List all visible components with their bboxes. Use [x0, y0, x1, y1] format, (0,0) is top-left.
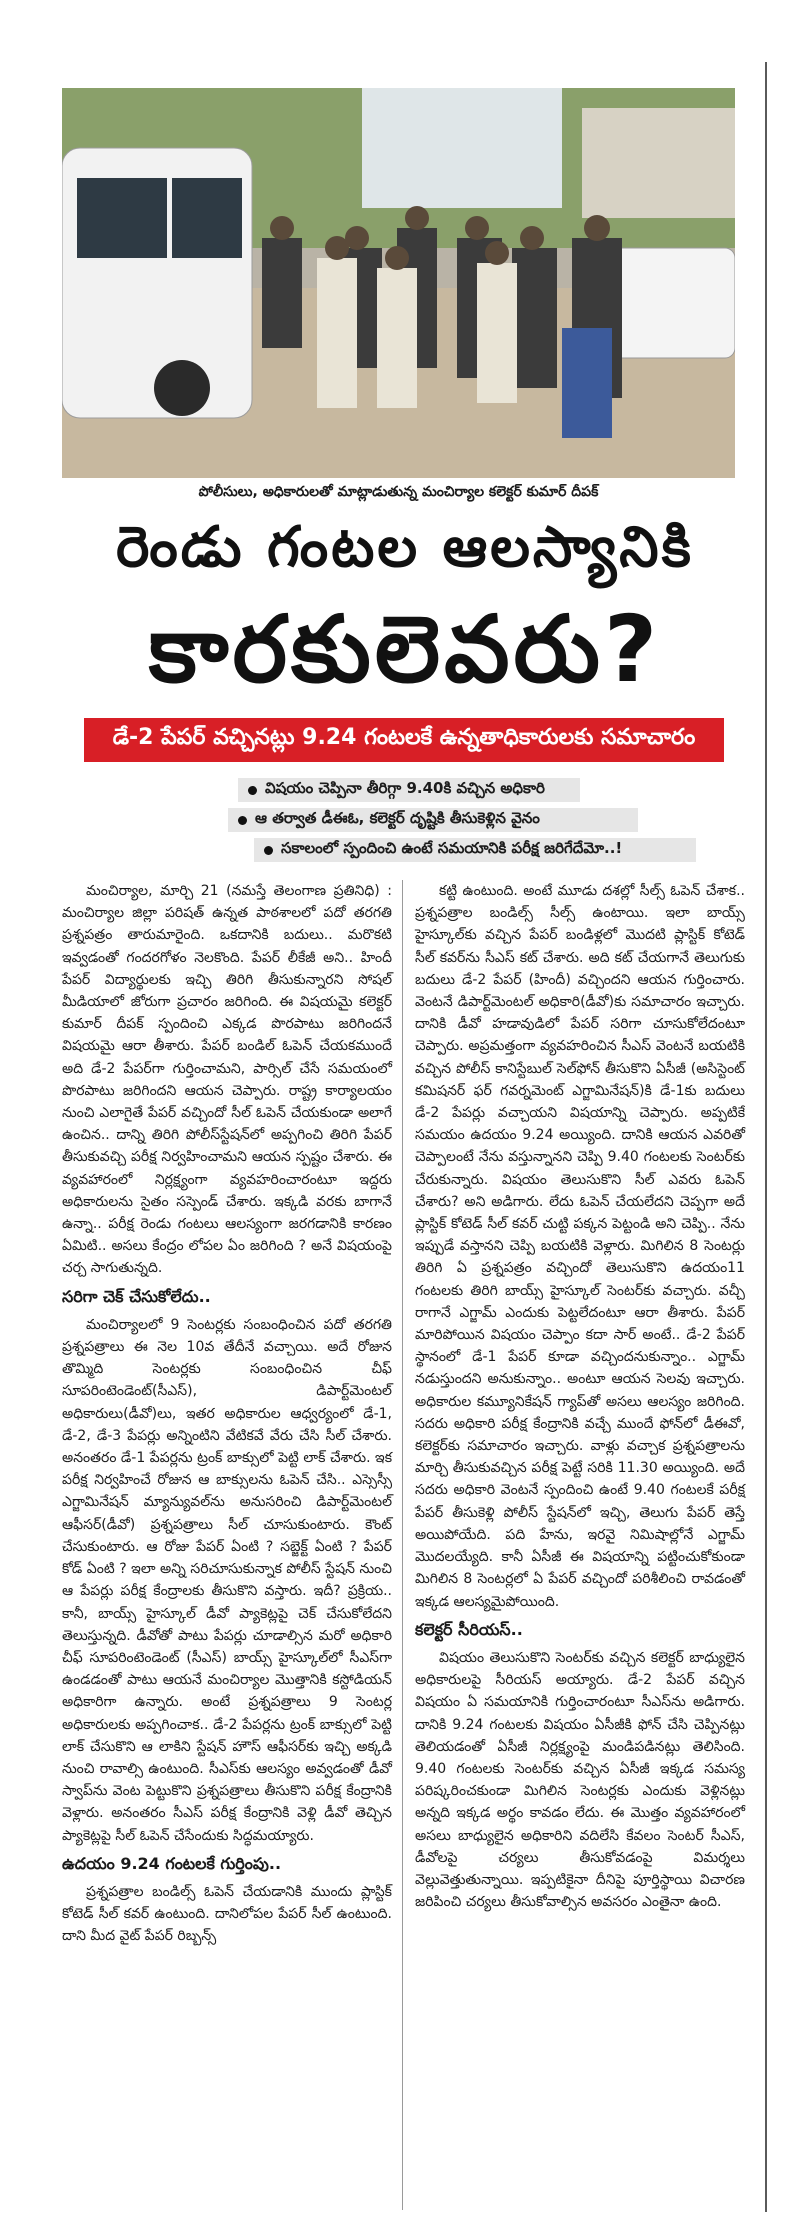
section-subheading: ఉదయం 9.24 గంటలకే గుర్తింపు.. [62, 1853, 282, 1873]
bullet-point [254, 838, 696, 862]
article-paragraph: కట్టి ఉంటుంది. అంటే మూడు దశల్లో సీల్స్ ఓపెన్ చేశాక.. ప్రశ్నపత్రాల బండిల్స్ సీల్స్ ఉంటాయి. ఇలా బాయ్స్ హైస్కూల్‌కు వచ్చిన పేపర్ బండిళ్లలో మొదటి ప్లాస్టిక్ కోటెడ్ సీల్ కవర్‌ను సీఎస్ కట్ చేశారు. అది కట్ చేయగానే తెలుగుకు బదులు డే-2 పేపర్ (హిందీ) వచ్చిందని ఆయన గుర్తించారు. వెంటనే డిపార్ట్‌మెంటల్ అధికారి(డీవో)కు సమాచారం ఇచ్చారు. దానికి డీవో హడావుడిలో పేపర్ సరిగా చూసుకోలేదంటూ చెప్పారు. అప్రమత్తంగా వ్యవహరించిన సీఎస్ వెంటనే బయటికి వచ్చిన పోలీస్ కానిస్టేబుల్ సెల్‌ఫోన్ తీసుకొని ఏసీజీ (అసిస్టెంట్ కమిషనర్ ఫర్ గవర్నమెంట్ ఎగ్జామినేషన్)కి డే-1కు బదులు డే-2 పేపర్లు వచ్చాయని విషయాన్ని చెప్పారు. అప్పటికే సమయం ఉదయం 9.24 అయ్యింది. దానికి ఆయన ఎవరితో చెప్పాలంటే నేను వస్తున్నానని చెప్పి 9.40 గంటలకు సెంటర్‌కు చేరుకున్నారు. విషయం తెలుసుకొని సీల్ ఎవరు ఓపెన్ చేశారు? అని అడిగారు. లేదు ఓపెన్ చేయలేదని చెప్పగా అదే ప్లాస్టిక్ కోటెడ్ సీల్ కవర్ చుట్టి పక్కన పెట్టండి అని చెప్పి.. నేను ఇప్పుడే వస్తానని చెప్పి బయటికి వెళ్లారు. మిగిలిన 8 సెంటర్లు తిరిగి ఏ ప్రశ్నపత్రం వచ్చిందో తెలుసుకొని ఉదయం11 గంటలకు తిరిగి బాయ్స్ హైస్కూల్ సెంటర్‌కు వచ్చారు. వచ్చీ రాగానే ఎగ్జామ్ ఎందుకు పెట్టలేదంటూ ఆరా తీశారు. పేపర్ మారిపోయిన విషయం చెప్పాం కదా సార్ అంటే.. డే-2 పేపర్ స్థానంలో డే-1 పేపర్ కూడా వచ్చిందనుకున్నాం.. ఎగ్జామ్ నడుస్తుందని అనుకున్నాం.. అంటూ ఆయన సెలవు ఇచ్చారు. అధికారుల కమ్యూనికేషన్ గ్యాప్‌తో అసలు ఆలస్యం జరిగింది. సదరు అధికారి పరీక్ష కేంద్రానికి వచ్చే ముందే ఫోన్‌లో డీఈవో, కలెక్టర్‌కు సమాచారం ఇచ్చారు. వాళ్లు వచ్చాక ప్రశ్నపత్రాలను మార్చి తీసుకువచ్చిన పరీక్ష పెట్టే సరికి 11.30 అయ్యింది. అదే సదరు అధికారి వెంటనే స్పందించి ఉంటే 9.40 గంటలకే పరీక్ష పేపర్ తీసుకెళ్లి పోలీస్ స్టేషన్‌లో ఇచ్చి, తెలుగు పేపర్ తెస్తే అయిపోయేది. పది హేను, ఇరవై నిమిషాల్లోనే ఎగ్జామ్ మొదలయ్యేది. కానీ ఏసీజీ ఈ విషయాన్ని పట్టించుకోకుండా మిగిలిన 8 సెంటర్లలో ఏ పేపర్ వచ్చిందో పరిశీలించి రావడంతో ఇక్కడ ఆలస్యమైపోయింది. [415, 883, 745, 1610]
right-article-column [415, 880, 745, 1919]
photo-caption: పోలీసులు, అధికారులతో మాట్లాడుతున్న మంచిర్యాల కలెక్టర్ కుమార్ దీపక్ [198, 484, 599, 500]
bullet-point [228, 808, 638, 832]
left-article-column [62, 880, 392, 1954]
bullet-text: విషయం చెప్పినా తీరిగ్గా 9.40కి వచ్చిన అధికారి [265, 779, 545, 797]
bullet-text: ఆ తర్వాత డీఈఓ, కలెక్టర్ దృష్టికి తీసుకెళ్లిన వైనం [255, 809, 540, 827]
section-subheading: కలెక్టర్ సీరియస్.. [415, 1619, 523, 1639]
bullet-dot-icon [264, 846, 273, 855]
news-photo [62, 88, 735, 478]
photo-illustration [62, 88, 735, 478]
bullet-text: సకాలంలో స్పందించి ఉంటే సమయానికి పరీక్ష జరిగేదేమో..! [281, 839, 623, 857]
article-paragraph: మంచిర్యాలలో 9 సెంటర్లకు సంబంధించిన పదో తరగతి ప్రశ్నపత్రాలు ఈ నెల 10వ తేదీనే వచ్చాయి. అదే రోజున తొమ్మిది సెంటర్లకు సంబంధించిన చీఫ్ సూపరింటెండెంట్(సీఎస్), డిపార్ట్‌మెంటల్ అధికారులు(డీవో)లు, ఇతర అధికారుల ఆధ్వర్యంలో డే-1, డే-2, డే-3 పేపర్లు అన్నింటిని వేటికవే వేరు చేసి సీల్ చేశారు. అనంతరం డే-1 పేపర్లను ట్రంక్ బాక్సులో పెట్టి లాక్ చేశారు. ఇక పరీక్ష నిర్వహించే రోజున ఆ బాక్సులను ఓపెన్ చేసి.. ఎస్సెస్సీ ఎగ్జామినేషన్ మ్యాన్యువల్‌ను అనుసరించి డిపార్ట్‌మెంటల్ ఆఫీసర్(డీవో) ప్రశ్నపత్రాలు సీల్ చూసుకుంటారు. కౌంట్ చేసుకుంటారు. ఆ రోజు పేపర్ ఏంటి ? సబ్జెక్ట్ ఏంటి ? పేపర్ కోడ్ ఏంటి ? ఇలా అన్ని సరిచూసుకున్నాక పోలీస్ స్టేషన్ నుంచి ఆ పేపర్లు పరీక్ష కేంద్రాలకు తీసుకొని వస్తారు. ఇదీ? ప్రక్రియ.. కానీ, బాయ్స్ హైస్కూల్ డీవో ప్యాకెట్లపై చెక్ చేసుకోలేదని తెలుస్తున్నది. డీవోతో పాటు పేపర్లు చూడాల్సిన మరో అధికారి చీఫ్ సూపరింటెండెంట్ (సీఎస్) బాయ్స్ హైస్కూల్‌లో సీఎస్‌గా ఉండడంతో పాటు ఆయనే మంచిర్యాల మొత్తానికి కస్టోడియన్ అధికారిగా ఉన్నారు. అంటే ప్రశ్నపత్రాలు 9 సెంటర్ల అధికారులకు అప్పగించాక.. డే-2 పేపర్లను ట్రంక్ బాక్సులో పెట్టి లాక్ చేసుకొని ఆ లాకిని స్టేషన్ హౌస్ ఆఫీసర్‌కు ఇచ్చి అక్కడి నుంచి రావాల్సి ఉంటుంది. సీఎస్‌కు ఆలస్యం అవ్వడంతో డీవో స్వాప్‌ను వెంట పెట్టుకొని ప్రశ్నపత్రాలు తీసుకొని పరీక్ష కేంద్రానికి వెళ్లారు. అనంతరం సీఎస్ పరీక్ష కేంద్రానికి వెళ్లి డీవో తెచ్చిన ప్యాకెట్లపై సీల్ ఓపెన్ చేసేందుకు సిద్ధమయ్యారు. [62, 1316, 392, 1844]
article-paragraph: ప్రశ్నపత్రాల బండిల్స్ ఓపెన్ చేయడానికి ముందు ప్లాస్టిక్ కోటెడ్ సీల్ కవర్ ఉంటుంది. దానిలోపల పేపర్ సీల్ ఉంటుంది. దాని మీద వైట్ పేపర్ రిబ్బన్స్ [62, 1883, 392, 1945]
headline-line-2: కారకులెవరు? [148, 596, 662, 703]
page-border [765, 62, 767, 2212]
section-subheading: సరిగా చెక్ చేసుకోలేదు.. [62, 1286, 211, 1306]
red-subheading-banner: డే-2 పేపర్ వచ్చినట్లు 9.24 గంటలకే ఉన్నతాధికారులకు సమాచారం [84, 718, 724, 762]
bullet-dot-icon [248, 786, 257, 795]
bullet-point [238, 778, 580, 802]
article-paragraph: విషయం తెలుసుకొని సెంటర్‌కు వచ్చిన కలెక్టర్ బాధ్యులైన అధికారులపై సీరియస్ అయ్యారు. డే-2 పేపర్ వచ్చిన విషయం ఏ సమయానికి గుర్తించారంటూ సీఎస్‌ను అడిగారు. దానికి 9.24 గంటలకు విషయం ఏసీజీకి ఫోన్ చేసి చెప్పినట్లు తెలియడంతో ఏసీజీ నిర్లక్ష్యంపై మండిపడినట్లు తెలిసింది. 9.40 గంటలకు సెంటర్‌కు వచ్చిన ఏసీజీ ఇక్కడ సమస్య పరిష్కరించకుండా మిగిలిన సెంటర్లకు ఎందుకు వెళ్లినట్లు అన్నది ఇక్కడ అర్థం కావడం లేదు. ఈ మొత్తం వ్యవహారంలో అసలు బాధ్యులైన అధికారిని వదిలేసి కేవలం సెంటర్ సీఎస్, డీవోలపై చర్యలు తీసుకోవడంపై విమర్శలు వెల్లువెత్తుతున్నాయి. ఇప్పటికైనా దీనిపై పూర్తిస్థాయి విచారణ జరిపించి చర్యలు తీసుకోవాల్సిన అవసరం ఎంతైనా ఉంది. [415, 1649, 745, 1911]
bullet-dot-icon [238, 816, 247, 825]
article-paragraph: మంచిర్యాల, మార్చి 21 (నమస్తే తెలంగాణ ప్రతినిధి) : మంచిర్యాల జిల్లా పరిషత్ ఉన్నత పాఠశాలలో పదో తరగతి ప్రశ్నపత్రం తారుమారైంది. ఒకదానికి బదులు.. మరొకటి ఇవ్వడంతో గందరగోళం నెలకొంది. పేపర్ లీకేజీ అని.. హిందీ పేపర్ విద్యార్థులకు ఇచ్చి తిరిగి తీసుకున్నారని సోషల్ మీడియాలో జోరుగా ప్రచారం జరిగింది. ఈ విషయమై కలెక్టర్ కుమార్ దీపక్ స్పందించి ఎక్కడ పొరపాటు జరిగిందనే విషయమై ఆరా తీశారు. పేపర్ బండిల్ ఓపెన్ చేయకముందే అది డే-2 పేపర్‌గా గుర్తించామని, పార్సిల్ చేసే సమయంలో పొరపాటు జరిగిందని ఆయన చెప్పారు. రాష్ట్ర కార్యాలయం నుంచి ఎలాగైతే పేపర్ వచ్చిందో సీల్ ఓపెన్ చేయకుండా అలాగే ఉంచిన.. దాన్ని తిరిగి పోలీస్‌స్టేషన్‌లో అప్పగించి తిరిగి పేపర్ తీసుకువచ్చి పరీక్ష నిర్వహించామని ఆయన స్పష్టం చేశారు. ఈ వ్యవహారంలో నిర్లక్ష్యంగా వ్యవహరించారంటూ ఇద్దరు అధికారులను సైతం సస్పెండ్ చేశారు. ఇక్కడి వరకు బాగానే ఉన్నా.. పరీక్ష రెండు గంటలు ఆలస్యంగా జరగడానికి కారణం ఏమిటి.. అసలు కేంద్రం లోపల ఏం జరిగింది ? అనే విషయంపై చర్చ సాగుతున్నది. [62, 883, 392, 1277]
column-divider [402, 880, 403, 2210]
headline-line-1: రెండు గంటల ఆలస్యానికి [116, 515, 694, 580]
